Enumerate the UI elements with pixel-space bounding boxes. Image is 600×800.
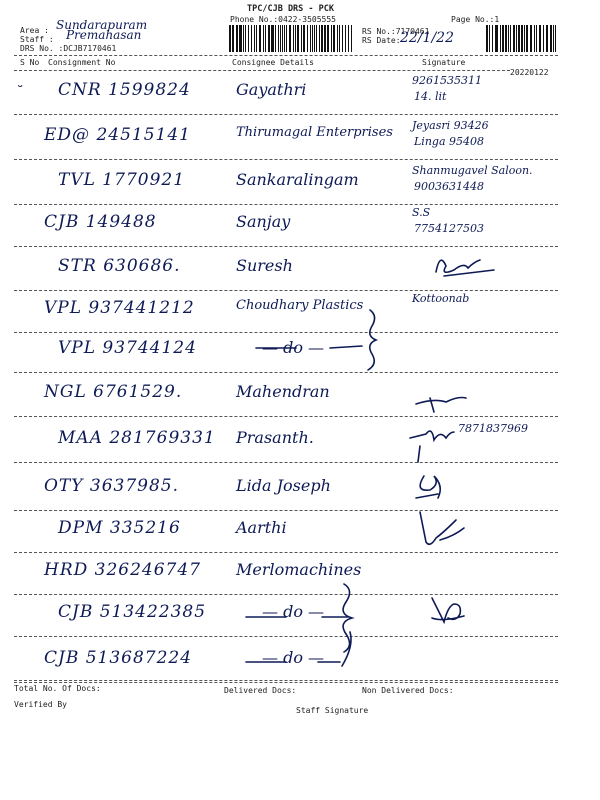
signature-text: Kottoonab (412, 292, 470, 305)
consignment-number: ED@ 24515141 (44, 125, 191, 145)
delivered-docs: Delivered Docs: (224, 686, 297, 695)
consignment-number: VPL 93744124 (58, 338, 197, 358)
staff-label: Staff : (20, 35, 54, 44)
column-consignment: Consignment No (48, 58, 116, 67)
consignee-name: Sankaralingam (236, 170, 359, 189)
consignee-name: Mahendran (236, 382, 330, 401)
page-number: Page No.:1 (451, 15, 500, 24)
column-sno: S No (20, 58, 40, 67)
consignee-name: Choudhary Plastics (236, 298, 364, 313)
consignee-name: Aarthi (236, 518, 287, 537)
consignment-number: NGL 6761529. (44, 382, 183, 402)
signature-text: Jeyasri 93426 (412, 119, 489, 132)
consignee-name: — do — (262, 338, 325, 357)
check-mark: ˘ (16, 84, 25, 100)
consignment-number: TVL 1770921 (58, 170, 186, 190)
consignment-number: CJB 513422385 (58, 602, 207, 622)
footer-rule (14, 680, 558, 681)
consignment-number: CJB 149488 (44, 212, 157, 232)
drs-number: DRS No. :DCJB7170461 (20, 44, 117, 53)
total-docs: Total No. Of Docs: (14, 684, 101, 693)
consignment-number: CJB 513687224 (44, 648, 193, 668)
signature-text-secondary: 7754127503 (414, 222, 484, 235)
consignee-name: Gayathri (236, 80, 307, 99)
staff-value: Premahasan (66, 28, 142, 42)
column-consignee: Consignee Details (232, 58, 314, 67)
column-signature: Signature (422, 58, 466, 67)
consignment-number: HRD 326246747 (44, 560, 202, 580)
consignee-name: — do — (262, 648, 325, 667)
consignee-name: Thirumagal Enterprises (236, 125, 393, 140)
non-delivered-docs: Non Delivered Docs: (362, 686, 454, 695)
signature-text: S.S (412, 206, 431, 219)
document-title: TPC/CJB DRS - PCK (247, 4, 334, 14)
verified-by: Verified By (14, 700, 67, 709)
signature-text-secondary: Linga 95408 (414, 135, 484, 148)
signature-text: 9261535311 (412, 74, 482, 87)
date-stamp: 20220122 (510, 68, 549, 77)
signature-text: Shanmugavel Saloon. (412, 164, 533, 177)
signature-text-secondary: 14. lit (414, 90, 447, 103)
consignee-name: Prasanth. (236, 428, 314, 447)
area-value: Sundarapuram (56, 18, 148, 32)
signature-text-secondary: 9003631448 (414, 180, 484, 193)
consignment-number: CNR 1599824 (58, 80, 191, 100)
staff-signature: Staff Signature (296, 706, 369, 715)
consignee-name: Lida Joseph (236, 476, 331, 495)
consignee-name: Sanjay (236, 212, 291, 231)
signature-text: 7871837969 (458, 422, 528, 435)
consignment-number: VPL 937441212 (44, 298, 195, 318)
rs-number: RS No.:7170461 (362, 27, 430, 36)
consignment-number: OTY 3637985. (44, 476, 180, 496)
consignment-number: MAA 281769331 (58, 428, 216, 448)
consignee-name: Suresh (236, 256, 293, 275)
consignee-name: — do — (262, 602, 325, 621)
phone-number: Phone No.:0422-3505555 (230, 15, 336, 24)
area-label: Area : (20, 26, 49, 35)
consignment-number: STR 630686. (58, 256, 181, 276)
consignment-number: DPM 335216 (58, 518, 181, 538)
rs-date-label: RS Date: (362, 36, 401, 45)
consignee-name: Merlomachines (236, 560, 362, 579)
rs-date-value: 22/1/22 (400, 30, 454, 46)
